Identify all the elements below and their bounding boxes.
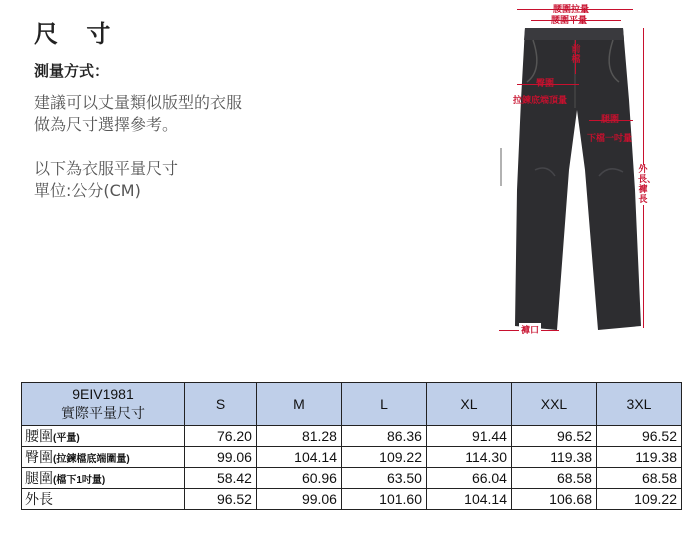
size-header-l: L: [341, 383, 426, 426]
description-line-4: 單位:公分(CM): [34, 181, 141, 200]
size-header-m: M: [256, 383, 341, 426]
row-label-waist: 腰圍(平量): [22, 426, 185, 447]
size-header-s: S: [185, 383, 257, 426]
row-label-thigh: 腿圍(檔下1吋量): [22, 468, 185, 489]
waist-stretch-label: 腰圍拉量: [553, 5, 590, 15]
table-cell: 109.22: [596, 489, 681, 510]
model-number: 9EIV1981: [72, 386, 134, 402]
table-cell: 104.14: [426, 489, 511, 510]
thigh-label: 腿圍: [601, 115, 620, 125]
table-cell: 99.06: [256, 489, 341, 510]
table-cell: 99.06: [185, 447, 257, 468]
waist-flat-label: 腰圍平量: [551, 16, 588, 26]
table-cell: 96.52: [185, 489, 257, 510]
table-cell: 76.20: [185, 426, 257, 447]
row-label-outseam: 外長: [22, 489, 185, 510]
table-cell: 81.28: [256, 426, 341, 447]
page-title: 尺 寸: [34, 20, 121, 48]
hip-note: 拉鍊底端頂量: [513, 96, 568, 106]
table-cell: 96.52: [511, 426, 596, 447]
table-cell: 109.22: [341, 447, 426, 468]
table-row-hip: [22, 447, 682, 468]
table-cell: 66.04: [426, 468, 511, 489]
size-header-3xl: 3XL: [596, 383, 681, 426]
table-cell: 119.38: [596, 447, 681, 468]
method-label: 測量方式：: [34, 62, 110, 80]
waistband: [524, 28, 624, 40]
table-cell: 106.68: [511, 489, 596, 510]
row-label-hip: 臀圍(拉鍊檔底端圍量): [22, 447, 185, 468]
size-header-xl: XL: [426, 383, 511, 426]
outseam-label: 外長、褲長: [638, 165, 657, 205]
pants-diagram: [495, 0, 655, 345]
table-cell: 60.96: [256, 468, 341, 489]
size-table: [21, 382, 682, 510]
hem-label: 褲口: [519, 323, 541, 336]
table-cell: 104.14: [256, 447, 341, 468]
description-line-3: 以下為衣服平量尺寸: [34, 159, 179, 178]
table-cell: 101.60: [341, 489, 426, 510]
model-header: [22, 383, 185, 426]
size-header-xxl: XXL: [511, 383, 596, 426]
description-line-2: 做為尺寸選擇參考。: [34, 115, 179, 134]
table-cell: 86.36: [341, 426, 426, 447]
size-header-row: [22, 383, 682, 426]
table-cell: 68.58: [511, 468, 596, 489]
table-cell: 58.42: [185, 468, 257, 489]
thigh-note: 下檔一吋量: [587, 134, 633, 144]
front-rise-label: 前檔: [571, 45, 581, 65]
table-cell: 96.52: [596, 426, 681, 447]
table-cell: 114.30: [426, 447, 511, 468]
hip-label: 臀圍: [536, 79, 555, 89]
model-caption: 實際平量尺寸: [61, 405, 145, 421]
table-row-thigh: [22, 468, 682, 489]
table-cell: 119.38: [511, 447, 596, 468]
table-cell: 63.50: [341, 468, 426, 489]
table-cell: 91.44: [426, 426, 511, 447]
description-line-1: 建議可以丈量類似版型的衣服: [34, 93, 243, 112]
table-cell: 68.58: [596, 468, 681, 489]
table-row-outseam: [22, 489, 682, 510]
table-row-waist: [22, 426, 682, 447]
